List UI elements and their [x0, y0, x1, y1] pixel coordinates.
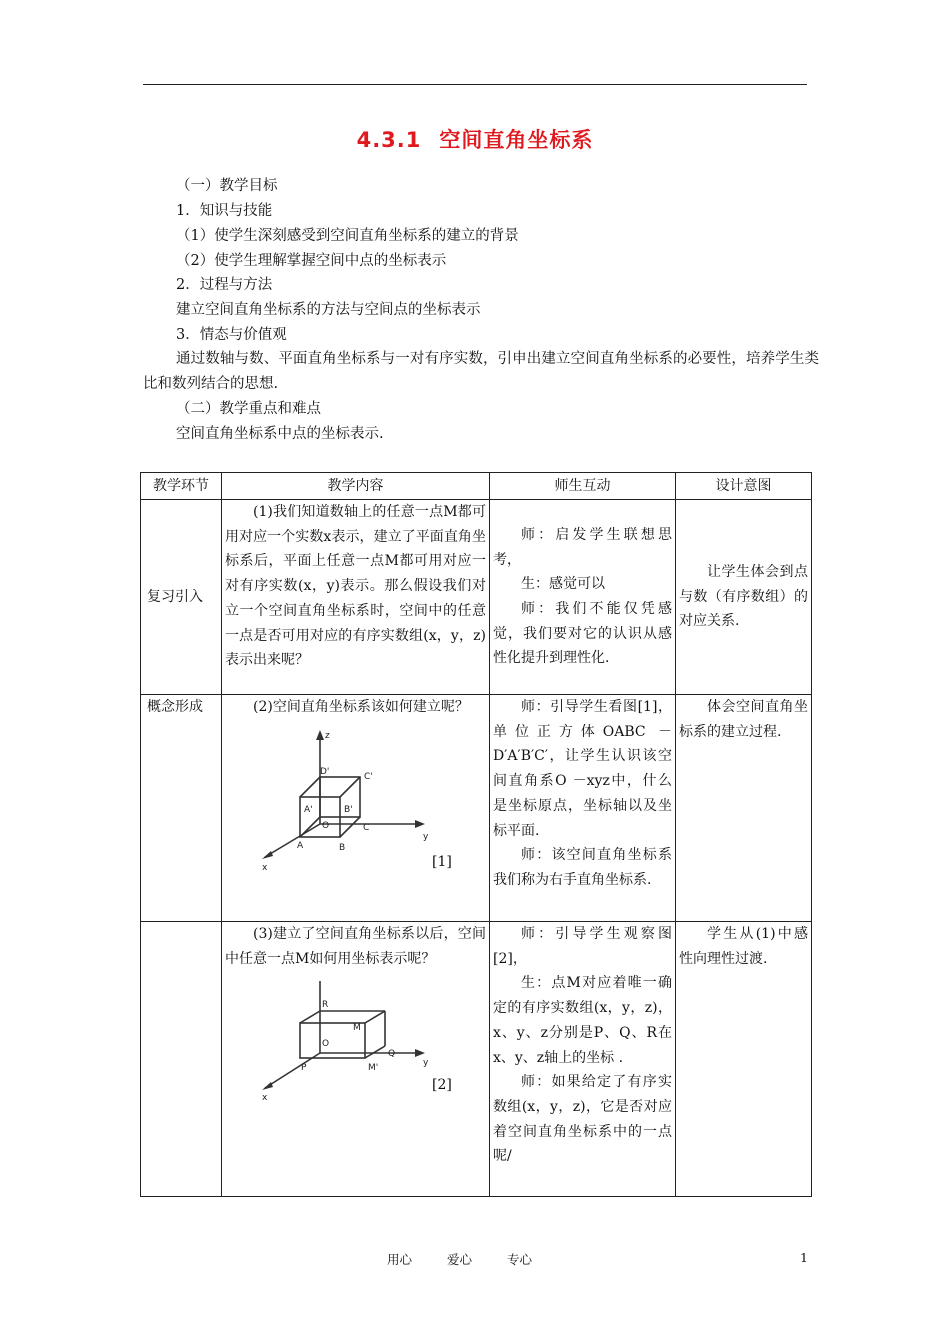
row1-intent: 让学生体会到点与数（有序数组）的对应关系. — [676, 500, 812, 695]
title-number: 4.3.1 — [356, 128, 422, 152]
fig1-label-b1: B' — [344, 804, 353, 815]
figure-1 — [225, 722, 486, 872]
lesson-table — [140, 472, 812, 1197]
fig1-label-x: x — [262, 862, 268, 872]
fig1-label-a1: A' — [304, 804, 313, 815]
row3-interaction-2: 生：点M对应着唯一确定的有序实数组(x，y，z)，x、y、z分别是P、Q、R在x、y、z轴上的坐标 . — [493, 975, 672, 1066]
fig1-label-c1: C' — [364, 771, 373, 782]
row3-interaction-1: 师：引导学生观察图[2]， — [493, 926, 672, 967]
row3-interaction-3: 师：如果给定了有序实数组(x，y，z)，它是否对应着空间直角坐标系中的一点呢/ — [493, 1074, 672, 1165]
row2-content-cell — [222, 695, 490, 922]
row1-interaction-1: 师：启发学生联想思考， — [493, 526, 672, 568]
figure-2-caption: [2] — [432, 1077, 452, 1094]
header-content: 教学内容 — [222, 473, 490, 500]
fig2-label-x: x — [262, 1093, 268, 1104]
row3-content: (3)建立了空间直角坐标系以后，空间中任意一点M如何用坐标表示呢？ — [225, 926, 486, 967]
fig1-label-a: A — [297, 840, 304, 851]
row2-interaction — [490, 695, 676, 922]
header-stage: 教学环节 — [141, 473, 222, 500]
page-title — [0, 124, 950, 154]
table-row — [141, 695, 812, 922]
row2-interaction-1: 师：引导学生看图[1]，单位正方体OABC －D′A′B′C′，让学生认识该空间直角系O －xyz中，什么是坐标原点，坐标轴以及坐标平面. — [493, 699, 672, 839]
item-process: 2．过程与方法 — [176, 277, 273, 293]
figure-2 — [225, 973, 486, 1103]
row1-interaction — [490, 500, 676, 695]
fig2-label-y: y — [423, 1058, 429, 1069]
row2-interaction-2: 师：该空间直角坐标系我们称为右手直角坐标系. — [493, 847, 672, 888]
fig2-x-arrow — [262, 1082, 273, 1090]
footer-motto-1: 用心 — [387, 1252, 413, 1267]
item-knowledge: 1．知识与技能 — [176, 203, 273, 219]
row3-content-cell — [222, 922, 490, 1197]
fig2-label-q: Q — [388, 1049, 396, 1060]
table-row — [141, 922, 812, 1197]
item-values: 3．情态与价值观 — [176, 327, 287, 343]
footer-motto-2: 爱心 — [447, 1252, 473, 1267]
fig2-label-m: M — [353, 1023, 361, 1034]
fig1-label-z: z — [325, 730, 330, 741]
row2-stage: 概念形成 — [141, 695, 222, 922]
fig2-label-p: P — [301, 1063, 307, 1074]
fig2-label-r: R — [322, 1000, 329, 1011]
figure-1-caption: [1] — [432, 853, 452, 870]
fig2-label-m1: M' — [368, 1063, 379, 1074]
section-keypoints-text: 空间直角坐标系中点的坐标表示. — [176, 426, 384, 442]
section-keypoints: （二）教学重点和难点 — [176, 401, 321, 417]
fig1-y-arrow — [415, 820, 425, 828]
row3-interaction — [490, 922, 676, 1197]
fig1-label-o: O — [322, 820, 330, 831]
section-objectives: （一）教学目标 — [176, 178, 278, 194]
fig1-label-c: C — [363, 822, 370, 833]
table-row — [141, 500, 812, 695]
fig1-x-arrow — [262, 851, 273, 859]
row1-interaction-2: 生：感觉可以 — [521, 576, 605, 593]
header-rule — [143, 84, 807, 85]
row1-interaction-3: 师：我们不能仅凭感觉，我们要对它的认识从感性化提升到理性化. — [493, 601, 672, 667]
table-header-row — [141, 473, 812, 500]
fig1-x-axis — [265, 824, 320, 857]
fig1-z-arrow — [316, 730, 324, 740]
fig2-y-arrow — [415, 1049, 425, 1057]
title-text: 空间直角坐标系 — [439, 128, 594, 152]
row1-content: (1)我们知道数轴上的任意一点M都可用对应一个实数x表示，建立了平面直角坐标系后，平面上任意一点M都可用对应一对有序实数(x，y)表示。那么假设我们对立一个空间直角坐标系时，空间中的任意一点是否可用对应的有序实数组(x，y，z)表示出来呢？ — [222, 500, 490, 695]
fig1-label-y: y — [423, 831, 429, 842]
row2-intent: 体会空间直角坐标系的建立过程. — [676, 695, 812, 922]
item-values-text: 通过数轴与数、平面直角坐标系与一对有序实数，引申出建立空间直角坐标系的必要性，培养学生类比和数列结合的思想. — [143, 351, 819, 392]
row1-stage: 复习引入 — [141, 500, 222, 695]
fig1-label-b: B — [339, 842, 346, 853]
item-process-text: 建立空间直角坐标系的方法与空间点的坐标表示 — [176, 302, 481, 318]
header-interaction: 师生互动 — [490, 473, 676, 500]
item-knowledge-2: （2）使学生理解掌握空间中点的坐标表示 — [176, 253, 447, 269]
footer-motto-3: 专心 — [507, 1252, 533, 1267]
item-knowledge-1: （1）使学生深刻感受到空间直角坐标系的建立的背景 — [176, 228, 519, 244]
fig1-label-d1: D' — [320, 766, 330, 777]
fig2-label-o: O — [322, 1039, 330, 1050]
row3-stage-empty — [141, 922, 222, 1197]
page-number: 1 — [800, 1250, 808, 1265]
row2-content: (2)空间直角坐标系该如何建立呢？ — [253, 699, 469, 715]
header-intent: 设计意图 — [676, 473, 812, 500]
row3-intent: 学生从(1)中感性向理性过渡. — [676, 922, 812, 1197]
